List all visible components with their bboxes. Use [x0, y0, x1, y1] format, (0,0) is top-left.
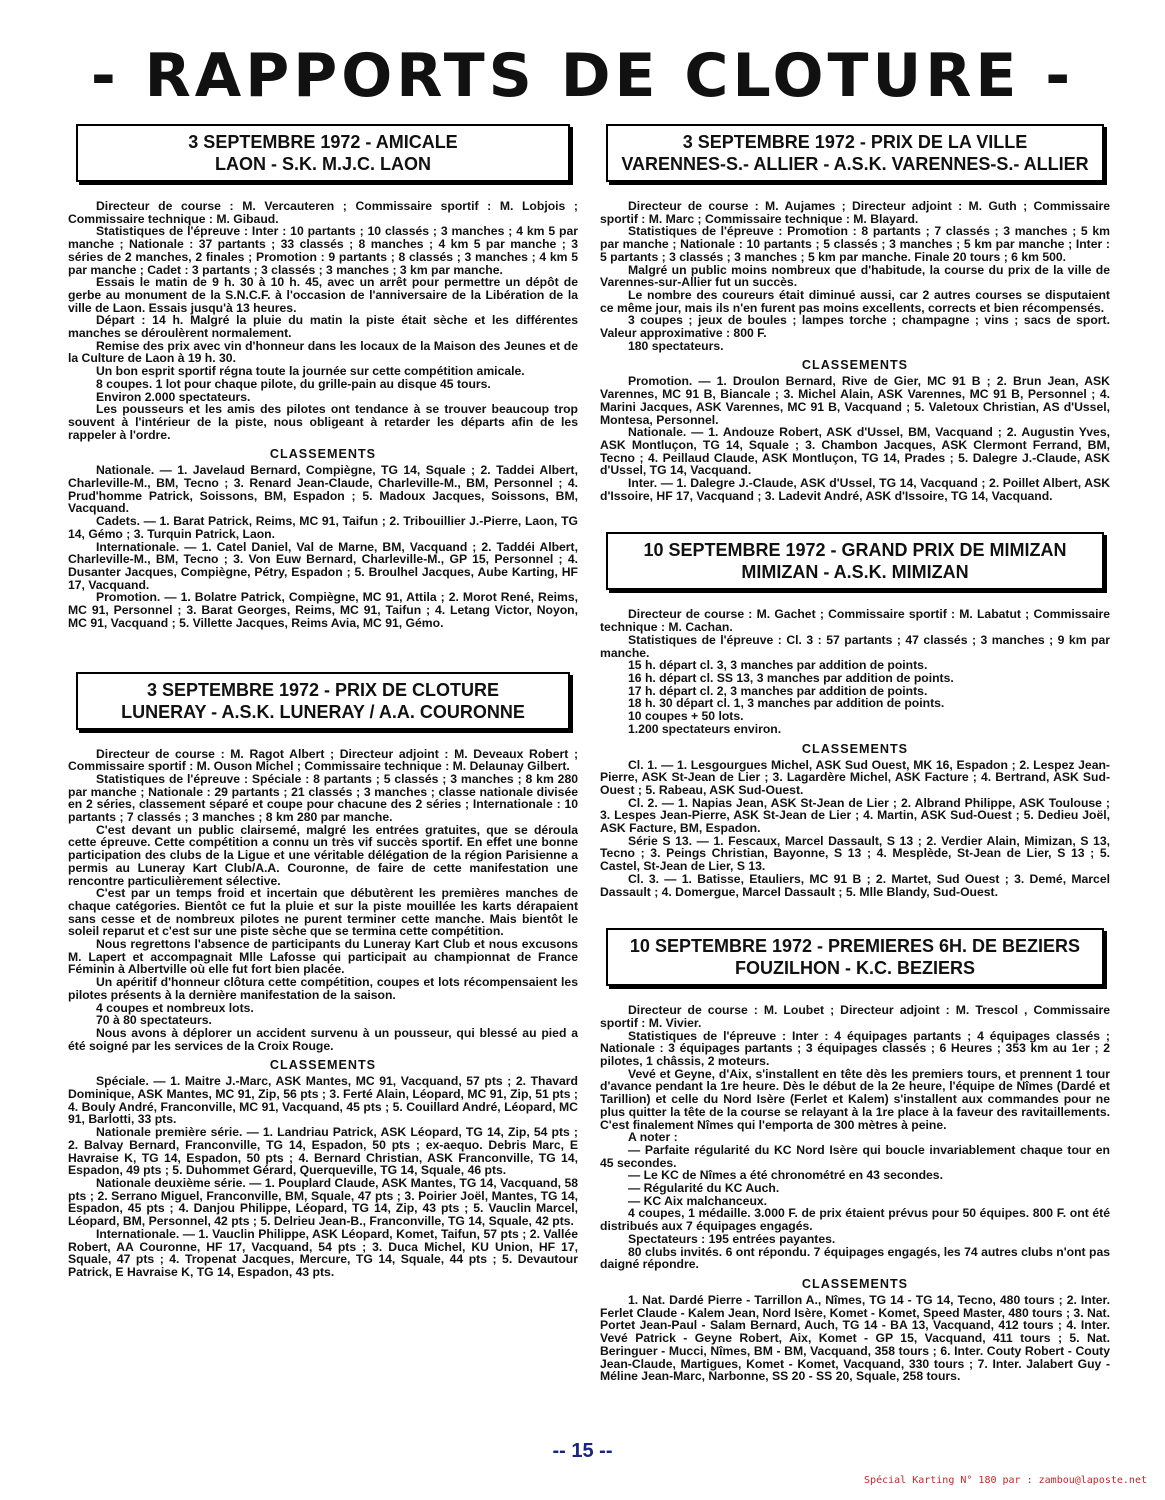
article-luneray-heading — [76, 672, 570, 730]
paragraph: 80 clubs invités. 6 ont répondu. 7 équipages engagés, les 74 autres clubs n'ont pas daigné répondre. — [600, 1244, 1110, 1272]
paragraph: 15 h. départ cl. 3, 3 manches par addition de points. — [628, 658, 928, 673]
heading-line-1: 10 SEPTEMBRE 1972 - PREMIERES 6H. DE BEZIERS — [629, 936, 1081, 957]
result-paragraph: Promotion. — 1. Bolatre Patrick, Compiègne, MC 91, Attila ; 2. Morot René, Reims, MC 91, Personnel ; 3. Barat Georges, Reims, MC 91, Taifun ; 4. Letang Victor, Noyon, MC 91, Vacquand ; 5. Villette Jacques, Reims Avia, MC 91, Gémo. — [68, 590, 578, 630]
paragraph: Statistiques de l'épreuve : Cl. 3 : 57 partants ; 47 classés ; 3 manches ; 9 km par manche. — [600, 632, 1110, 660]
paragraph: Directeur de course : M. Aujames ; Directeur adjoint : M. Guth ; Commissaire sportif : M. Marc ; Commissaire technique : M. Blayard. — [600, 199, 1110, 226]
paragraph: Le nombre des coureurs était diminué aussi, car 2 autres courses se disputaient ce même jour, mais ils n'en furent pas moins excellents, corrects et bien récompensés. — [600, 287, 1110, 315]
article-varennes-heading — [606, 124, 1104, 182]
paragraph: 3 coupes ; jeux de boules ; lampes torche ; champagne ; vins ; sacs de sport. Valeur approximative : 800 F. — [600, 313, 1110, 341]
paragraph: Statistiques de l'épreuve : Inter : 4 équipages partants ; 4 équipages classés ; Nationale : 3 équipages partants ; 3 équipages classés ; 6 Heures ; 353 km au 1er ; 2 pilotes, 1 châssis, 2 moteurs. — [600, 1028, 1110, 1069]
classements-heading: CLASSEMENTS — [269, 447, 377, 462]
heading-line-2: MIMIZAN - A.S.K. MIMIZAN — [741, 562, 969, 583]
paragraph: Directeur de course : M. Gachet ; Commissaire sportif : M. Labatut ; Commissaire technique : M. Cachan. — [600, 607, 1110, 635]
article-luneray-body — [68, 748, 578, 1279]
left-column — [68, 118, 578, 1279]
classements-heading: CLASSEMENTS — [801, 741, 909, 756]
article-mimizan-heading — [606, 532, 1104, 590]
heading-line-1: 3 SEPTEMBRE 1972 - PRIX DE LA VILLE — [682, 132, 1028, 152]
paragraph: A noter : — [628, 1130, 678, 1145]
heading-line-2: VARENNES-S.- ALLIER - A.S.K. VARENNES-S.- ALLIER — [621, 154, 1089, 174]
heading-line-2: LUNERAY - A.S.K. LUNERAY / A.A. COURONNE — [121, 701, 525, 722]
result-paragraph: Série S 13. — 1. Fescaux, Marcel Dassault, S 13 ; 2. Verdier Alain, Mimizan, S 13, Tecno ; 3. Peings Christian, Bayonne, S 13 ; 4. Mesplède, St-Jean de Lier, S 13 ; 5. Castel, St-Jean de Lier, S 13. — [600, 833, 1110, 874]
paragraph: Malgré un public moins nombreux que d'habitude, la course du prix de la ville de Varennes-sur-Allier fut un succès. — [600, 262, 1110, 290]
classements-heading: CLASSEMENTS — [269, 1058, 377, 1073]
paragraph: — Régularité du KC Auch. — [628, 1181, 780, 1196]
paragraph: Un bon esprit sportif régna toute la journée sur cette compétition amicale. — [96, 364, 525, 379]
paragraph: 8 coupes. 1 lot pour chaque pilote, du grille-pain au disque 45 tours. — [96, 376, 491, 391]
paragraph: 4 coupes, 1 médaille. 3.000 F. de prix étaient prévus pour 50 équipes. 800 F. ont été distribués aux 7 équipages engagés. — [600, 1206, 1110, 1234]
paragraph: Statistiques de l'épreuve : Spéciale : 8 partants ; 5 classés ; 3 manches ; 8 km 280 par manche ; Nationale : 29 partants ; 21 classés ; 3 manches ; classe nationale divisée en 2 séries, classement séparé et coupe pour chacune des 2 séries ; Internationale : 10 partants ; 7 classés ; 3 manches ; 8 km 280 par manche. — [68, 771, 578, 825]
heading-line-2: LAON - S.K. M.J.C. LAON — [215, 154, 431, 174]
paragraph: 180 spectateurs. — [628, 338, 724, 353]
page-title: - RAPPORTS DE CLOTURE - — [90, 41, 1075, 111]
paragraph: Directeur de course : M. Ragot Albert ; Directeur adjoint : M. Deveaux Robert ; Commissaire sportif : M. Ouson Michel ; Commissaire technique : M. Delaunay Gilbert. — [68, 746, 578, 774]
page-number: -- 15 -- — [552, 1440, 613, 1462]
result-paragraph: Cl. 3. — 1. Batisse, Etauliers, MC 91 B ; 2. Martet, Sud Ouest ; 3. Demé, Marcel Dassault ; 4. Domergue, Marcel Dassault ; 5. Mlle Blandy, Sud-Ouest. — [600, 871, 1110, 899]
article-beziers-body — [600, 1004, 1110, 1383]
paragraph: Directeur de course : M. Vercauteren ; Commissaire sportif : M. Lobjois ; Commissaire technique : M. Gibaud. — [68, 199, 578, 226]
result-paragraph: Internationale. — 1. Catel Daniel, Val de Marne, BM, Vacquand ; 2. Taddéi Albert, Charleville-M., BM, Tecno ; 3. Von Euw Bernard, Charleville-M., GP 15, Personnel ; 4. Dusanter Jacques, Compiègne, Pétry, Espadon ; 5. Broulhel Jacques, Aube Karting, HF 17, Vacquand. — [68, 539, 578, 592]
paragraph: — KC Aix malchanceux. — [628, 1193, 768, 1208]
paragraph: Vevé et Geyne, d'Aix, s'installent en tête dès les premiers tours, et prennent 1 tour d'avance pendant la 1re heure. Dès le début de la 2e heure, l'équipe de Nîmes (Dardé et Tarillion) et celle du Nord Isère (Ferlet et Kalem) s'installent aux commandes pour ne plus quitter la tête de la course se relayant à la 1re place à la faveur des ravitaillements. C'est finalement Nîmes qui l'emporta de 300 mètres à peine. — [600, 1066, 1110, 1132]
article-beziers-heading — [606, 928, 1104, 986]
heading-line-1: 3 SEPTEMBRE 1972 - PRIX DE CLOTURE — [146, 679, 500, 700]
paragraph: Nous regrettons l'absence de participants du Luneray Kart Club et nous excusons M. Lapert et accompagnait Mlle Lafosse qui participait au championnat de France Féminin à Albertville où elle fut fort bien placée. — [68, 937, 578, 977]
result-paragraph: Cadets. — 1. Barat Patrick, Reims, MC 91, Taifun ; 2. Tribouillier J.-Pierre, Laon, TG 14, Gémo ; 3. Turquin Patrick, Laon. — [68, 514, 578, 541]
article-varennes-body — [600, 200, 1110, 502]
result-paragraph: 1. Nat. Dardé Pierre - Tarrillon A., Nîmes, TG 14 - TG 14, Tecno, 480 tours ; 2. Inter. Ferlet Claude - Kalem Jean, Nord Isère, Komet - Komet, Speed Master, 480 tours ; 3. Nat. Portet Jean-Paul - Salam Bernard, Auch, TG 14 - BA 13, Vacquand, 412 tours ; 4. Inter. Vevé Patrick - Geyne Robert, Aix, Komet - GP 15, Vacquand, 411 tours ; 5. Nat. Beringuer - Mucci, Nîmes, BM - BM, Vacquand, 358 tours ; 6. Inter. Couty Robert - Couty Jean-Claude, Martigues, Komet - Komet, Vacquand, 330 tours ; 7. Inter. Jalabert Guy - Méline Jean-Marc, Narbonne, SS 20 - SS 20, Squale, 258 tours. — [600, 1293, 1110, 1384]
paragraph: Nous avons à déplorer un accident survenu à un pousseur, qui blessé au pied a été soigné par les services de la Croix Rouge. — [68, 1025, 578, 1053]
paragraph: 70 à 80 spectateurs. — [96, 1013, 212, 1028]
paragraph: Remise des prix avec vin d'honneur dans les locaux de la Maison des Jeunes et de la Culture de Laon à 19 h. 30. — [68, 338, 578, 366]
paragraph: 17 h. départ cl. 2, 3 manches par addition de points. — [628, 683, 928, 698]
result-paragraph: Nationale. — 1. Andouze Robert, ASK d'Ussel, BM, Vacquand ; 2. Augustin Yves, ASK Montluçon, TG 14, Squale ; 3. Chambon Jacques, ASK Clermont Ferrand, BM, Tecno ; 4. Peillaud Claude, ASK Montluçon, TG 14, Prades ; 5. Dalegre J.-Claude, ASK d'Ussel, TG 14, Vacquand. — [600, 425, 1110, 478]
heading-line-1: 10 SEPTEMBRE 1972 - GRAND PRIX DE MIMIZAN — [643, 540, 1067, 561]
result-paragraph: Cl. 1. — 1. Lesgourgues Michel, ASK Sud Ouest, MK 16, Espadon ; 2. Lespez Jean-Pierre, ASK St-Jean de Lier ; 3. Lagardère Michel, ASK Facture ; 4. Bertrand, ASK Sud-Ouest ; 5. Rabeau, ASK Sud-Ouest. — [600, 757, 1110, 797]
result-paragraph: Nationale première série. — 1. Landriau Patrick, ASK Léopard, TG 14, Zip, 54 pts ; 2. Balvay Bernard, Franconville, TG 14, Espadon, 50 pts ; ex-aequo. Debris Marc, E Havraise K, TG 14, Espadon, 50 pts ; 4. Bernard Christian, ASK Franconville, TG 14, Espadon, 49 pts ; 5. Duhommet Gérard, Querqueville, TG 14, Squale, 46 pts. — [68, 1125, 578, 1178]
paragraph: C'est devant un public clairsemé, malgré les entrées gratuites, que se déroula cette épreuve. Cette compétition a connu un très vif succès sportif. En effet une bonne participation des clubs de la Ligue et une véritable délégation de la région Parisienne a permis au Luneray Kart Club/A.A. Couronne, de faire de cette manifestation une rencontre particulièrement sélective. — [68, 822, 578, 888]
result-paragraph: Internationale. — 1. Vauclin Philippe, ASK Léopard, Komet, Taifun, 57 pts ; 2. Vallée Robert, AA Couronne, HF 17, Vacquand, 54 pts ; 3. Duca Michel, KU Union, HF 17, Squale, 47 pts ; 4. Tropenat Jacques, Mercure, TG 14, Squale, 44 pts ; 5. Devautour Patrick, E Havraise K, TG 14, Espadon, 43 pts. — [68, 1226, 578, 1279]
paragraph: 1.200 spectateurs environ. — [628, 721, 782, 736]
paragraph: Environ 2.000 spectateurs. — [96, 389, 251, 404]
paragraph: Essais le matin de 9 h. 30 à 10 h. 45, avec un arrêt pour permettre un dépôt de gerbe au monument de la S.N.C.F. à l'occasion de l'anniversaire de la Libération de la ville de Laon. Essais jusqu'à 13 heures. — [68, 275, 578, 315]
classements-heading: CLASSEMENTS — [801, 358, 909, 373]
result-paragraph: Spéciale. — 1. Maitre J.-Marc, ASK Mantes, MC 91, Vacquand, 57 pts ; 2. Thavard Dominique, ASK Mantes, MC 91, Zip, 56 pts ; 3. Ferté Alain, Léopard, MC 91, Zip, 51 pts ; 4. Bouly André, Franconville, MC 91, Vacquand, 45 pts ; 5. Couillard André, Léopard, MC 91, Barlotti, 33 pts. — [68, 1074, 578, 1127]
heading-line-1: 3 SEPTEMBRE 1972 - AMICALE — [188, 132, 458, 152]
paragraph: 10 coupes + 50 lots. — [628, 709, 744, 724]
result-paragraph: Nationale. — 1. Javelaud Bernard, Compiègne, TG 14, Squale ; 2. Taddei Albert, Charleville-M., BM, Tecno ; 3. Renard Jean-Claude, Charleville-M., BM, Personnel ; 4. Prud'homme Patrick, Soissons, BM, Espadon ; 5. Madoux Jacques, Soissons, BM, Vacquand. — [68, 463, 578, 516]
classements-heading: CLASSEMENTS — [801, 1277, 909, 1291]
article-laon-heading — [76, 124, 570, 182]
paragraph: Directeur de course : M. Loubet ; Directeur adjoint : M. Trescol , Commissaire sportif : M. Vivier. — [600, 1003, 1110, 1030]
paragraph: — Parfaite régularité du KC Nord Isère qui boucle invariablement chaque tour en 45 secondes. — [600, 1142, 1110, 1170]
right-column — [600, 118, 1110, 1383]
credit-line: Spécial Karting N° 180 par : zambou@laposte.net — [864, 1475, 1147, 1486]
paragraph: 16 h. départ cl. SS 13, 3 manches par addition de points. — [628, 670, 954, 685]
paragraph: C'est par un temps froid et incertain que débutèrent les premières manches de chaque catégories. Bientôt ce fut la pluie et sur la piste mouillée les karts dérapaient sans cesse et de nombreux pilotes ne purent terminer cette manche. Mais bientôt le soleil reparut et c'est sur une piste sèche que se termina cette compétition. — [68, 886, 578, 939]
result-paragraph: Promotion. — 1. Droulon Bernard, Rive de Gier, MC 91 B ; 2. Brun Jean, ASK Varennes, MC 91 B, Biancale ; 3. Michel Alain, ASK Varennes, MC 91 B, Personnel ; 4. Marini Jacques, ASK Varennes, MC 91 B, Vacquand ; 5. Valetoux Christian, AS d'Ussel, Montesa, Personnel. — [600, 374, 1110, 427]
article-laon-body — [68, 200, 578, 630]
paragraph: 18 h. 30 départ cl. 1, 3 manches par addition de points. — [628, 696, 945, 711]
result-paragraph: Cl. 2. — 1. Napias Jean, ASK St-Jean de Lier ; 2. Albrand Philippe, ASK Toulouse ; 3. Lespes Jean-Pierre, ASK St-Jean de Lier ; 4. Martin, ASK Sud-Ouest ; 5. Dedieu Joël, ASK Facture, BM, Espadon. — [600, 795, 1110, 836]
article-mimizan-body — [600, 608, 1110, 898]
paragraph: Statistiques de l'épreuve : Inter : 10 partants ; 10 classés ; 3 manches ; 4 km 5 par manche ; Nationale : 37 partants ; 33 classés ; 8 manches ; 4 km 5 par manche ; 3 séries de 2 manches, 2 finales ; Promotion : 9 partants ; 8 classés ; 3 manches ; 4 km 5 par manche ; Cadet : 3 partants ; 3 classés ; 3 manches ; 3 km par manche. — [68, 224, 578, 277]
paragraph: Départ : 14 h. Malgré la pluie du matin la piste était sèche et les différentes manches se déroulèrent normalement. — [68, 313, 578, 341]
paragraph: Spectateurs : 195 entrées payantes. — [628, 1231, 836, 1246]
heading-line-2: FOUZILHON - K.C. BEZIERS — [735, 958, 975, 979]
result-paragraph: Nationale deuxième série. — 1. Pouplard Claude, ASK Mantes, TG 14, Vacquand, 58 pts ; 2. Serrano Miguel, Franconville, BM, Squale, 47 pts ; 3. Poirier Joël, Mantes, TG 14, Espadon, 45 pts ; 4. Danjou Philippe, Léopard, TG 14, Zip, 43 pts ; 5. Vauclin Marcel, Léopard, BM, Personnel, 42 pts ; 5. Delrieu Jean-B., Franconville, TG 14, Squale, 42 pts. — [68, 1176, 578, 1229]
paragraph: Les pousseurs et les amis des pilotes ont tendance à se trouver beaucoup trop souvent à l'intérieur de la piste, nous obligeant à retarder les départs afin de les rappeler à l'ordre. — [68, 402, 578, 442]
paragraph: Statistiques de l'épreuve : Promotion : 8 partants ; 7 classés ; 3 manches ; 5 km par manche ; Nationale : 10 partants ; 5 classés ; 3 manches ; 5 km par manche ; Inter : 5 partants ; 3 classés ; 3 manches ; 5 km par manche. Finale 20 tours ; 6 km 500. — [600, 224, 1110, 264]
paragraph: — Le KC de Nîmes a été chronométré en 43 secondes. — [628, 1168, 943, 1183]
result-paragraph: Inter. — 1. Dalegre J.-Claude, ASK d'Ussel, TG 14, Vacquand ; 2. Poillet Albert, ASK d'Issoire, HF 17, Vacquand ; 3. Ladevit André, ASK d'Issoire, TG 14, Vacquand. — [600, 476, 1110, 503]
paragraph: 4 coupes et nombreux lots. — [96, 1000, 254, 1015]
paragraph: Un apéritif d'honneur clôtura cette compétition, coupes et lots récompensaient les pilotes présents à la dernière manifestation de la saison. — [68, 975, 578, 1002]
